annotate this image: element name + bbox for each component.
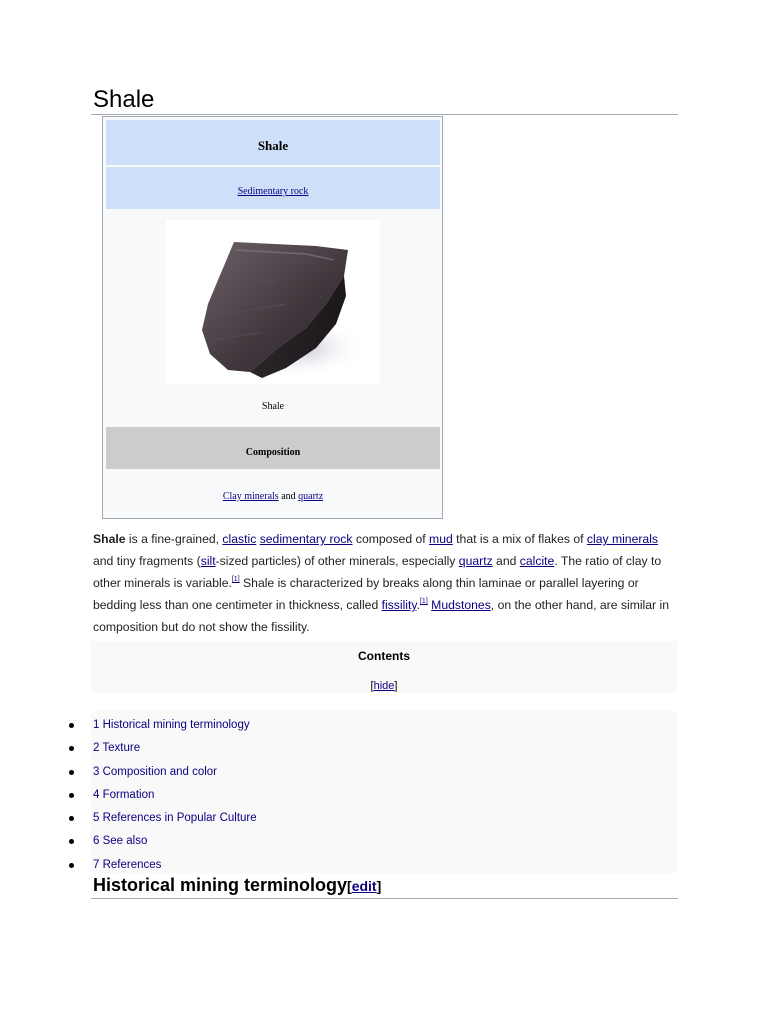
section-divider [91,898,678,899]
intro-paragraph [93,528,673,638]
bullet-icon [69,816,74,821]
toc-item-link[interactable]: 4 Formation [93,789,155,801]
intro-text: that is a mix of flakes of [452,532,587,546]
shale-rock-picture [166,220,380,384]
intro-text: and tiny fragments ( [93,554,201,568]
section-heading [93,875,381,896]
infobox-image-caption: Shale [261,401,285,412]
toc-item[interactable] [91,812,677,832]
intro-text: . The ratio of clay to other minerals is variable. [93,554,662,590]
intro-text: -sized particles) of other minerals, especially [215,554,459,568]
intro-text: and [492,554,520,568]
toc-item-link[interactable]: 7 References [93,859,162,871]
composition-and: and [281,491,296,502]
infobox-title: Shale [106,120,440,165]
reference-1-link[interactable]: [1] [231,576,240,583]
bullet-icon [69,863,74,868]
composition-value [106,491,440,502]
section-title: Historical mining terminology [93,875,348,895]
composition-header: Composition [106,427,440,469]
edit-link[interactable]: edit [351,878,377,894]
toc-bracket-close: ] [394,680,398,692]
intro-text: composed of [352,532,430,546]
intro-text: is a fine-grained, [125,532,223,546]
intro-text: . [416,598,420,612]
mud-link[interactable]: mud [429,532,453,546]
clay-minerals-link-2[interactable]: clay minerals [586,532,659,546]
toc-item-link[interactable]: 5 References in Popular Culture [93,812,257,824]
bullet-icon [69,746,74,751]
toc-bracket-open: [ [370,680,374,692]
infobox [102,116,443,519]
section-edit [347,878,381,894]
quartz-link-2[interactable]: quartz [458,554,493,568]
intro-bold-term: Shale [93,532,126,546]
toc-title: Contents [358,649,410,663]
toc-item[interactable] [91,789,677,809]
calcite-link[interactable]: calcite [519,554,555,568]
bullet-icon [69,793,74,798]
toc-item[interactable] [91,766,677,786]
clastic-link[interactable]: clastic [222,532,257,546]
toc-list [91,711,677,873]
toc-item-link[interactable]: 6 See also [93,835,148,847]
intro-text: Shale is characterized by breaks along thin laminae or parallel layering or bedding less than one centimeter in thickness, called [93,576,639,612]
toc-item[interactable] [91,835,677,855]
toc-item-link[interactable]: 3 Composition and color [93,766,218,778]
mudstones-link[interactable]: Mudstones [431,598,491,612]
toc-item[interactable] [91,719,677,739]
toc-item-link[interactable]: 2 Texture [93,742,141,754]
reference-1-link-2[interactable]: [1] [419,598,428,605]
quartz-link[interactable]: quartz [298,491,324,502]
intro-text: , on the other hand, are similar in composition but do not show the fissility. [93,598,669,634]
toc-header [91,641,677,693]
edit-bracket-open: [ [347,878,352,894]
silt-link[interactable]: silt [200,554,216,568]
toc-hide-link[interactable]: hide [373,680,395,692]
title-divider [91,114,678,115]
toc-toggle [91,680,677,692]
sedimentary-rock-link-2[interactable]: sedimentary rock [259,532,353,546]
bullet-icon [69,770,74,775]
infobox-classification [106,167,440,209]
sedimentary-rock-link[interactable]: Sedimentary rock [237,186,309,197]
edit-bracket-close: ] [376,878,382,894]
toc-item-link[interactable]: 1 Historical mining terminology [93,719,250,731]
shale-rock-image[interactable] [166,220,380,384]
bullet-icon [69,723,74,728]
toc-item[interactable] [91,742,677,762]
page-title: Shale [93,86,155,113]
clay-minerals-link[interactable]: Clay minerals [222,491,279,502]
fissility-link[interactable]: fissility [381,598,417,612]
bullet-icon [69,839,74,844]
